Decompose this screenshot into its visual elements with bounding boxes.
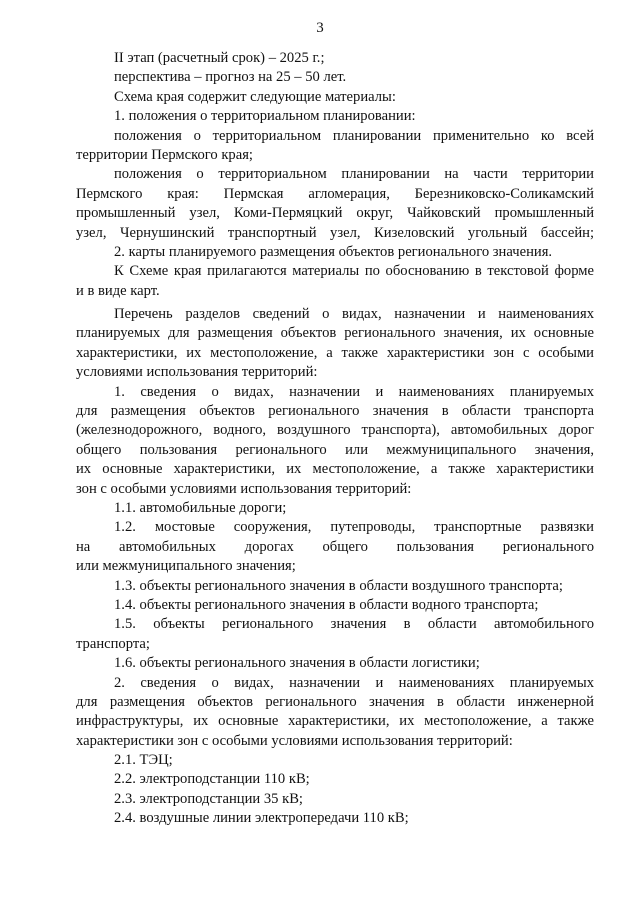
text-line: перспектива – прогноз на 25 – 50 лет. [114, 69, 347, 86]
text-line: зон с особыми условиями использования территорий: [76, 480, 412, 497]
text-line: инфраструктуры, их основные характеристики, их местоположение, а также [76, 713, 594, 730]
text-line: характеристики зон с особыми условиями использования территорий: [76, 732, 513, 749]
document-body [76, 49, 594, 829]
text-line: характеристики, их местоположение, а также характеристики зон с особыми [76, 344, 594, 361]
text-line: и в виде карт. [76, 282, 160, 299]
text-line: узел, Чернушинский транспортный узел, Кизеловский угольный бассейн; [76, 224, 594, 241]
text-line: на автомобильных дорогах общего пользования регионального [76, 538, 594, 555]
text-line: 1.3. объекты регионального значения в области воздушного транспорта; [114, 577, 563, 594]
page-number: 3 [316, 20, 324, 36]
text-line: 2. карты планируемого размещения объектов регионального значения. [114, 243, 553, 260]
text-line: для размещения объектов регионального значения в области инженерной [76, 693, 594, 710]
text-line: промышленный узел, Коми-Пермяцкий округ, Чайковский промышленный [76, 205, 594, 222]
text-line: планируемых для размещения объектов регионального значения, их основные [76, 325, 594, 342]
text-line: транспорта; [76, 635, 150, 652]
text-line: для размещения объектов регионального значения в области транспорта [76, 403, 594, 420]
text-line: 2.4. воздушные линии электропередачи 110 кВ; [114, 810, 409, 827]
text-line: 1.2. мостовые сооружения, путепроводы, транспортные развязки [114, 519, 594, 536]
text-line: территории Пермского края; [76, 146, 253, 163]
text-line: (железнодорожного, водного, воздушного транспорта), автомобильных дорог [76, 422, 594, 439]
text-line: 1.5. объекты регионального значения в области автомобильного [114, 616, 594, 633]
text-line: общего пользования регионального или межмуниципального значения, [76, 441, 594, 458]
text-line: 2.1. ТЭЦ; [114, 752, 173, 769]
text-line: их основные характеристики, их местоположение, а также характеристики [76, 461, 594, 478]
text-line: 1.1. автомобильные дороги; [114, 499, 287, 516]
text-line: К Схеме края прилагаются материалы по обоснованию в текстовой форме [114, 263, 594, 280]
text-line: II этап (расчетный срок) – 2025 г.; [114, 50, 325, 66]
text-line: Пермского края: Пермская агломерация, Березниковско-Соликамский [76, 185, 594, 202]
text-line: 1.6. объекты регионального значения в области логистики; [114, 655, 480, 672]
text-line: Схема края содержит следующие материалы: [114, 88, 396, 105]
text-line: Перечень разделов сведений о видах, назначении и наименованиях [114, 306, 594, 323]
text-line: 2.2. электроподстанции 110 кВ; [114, 771, 310, 788]
text-line: положения о территориальном планировании применительно ко всей [114, 127, 594, 144]
text-line: положения о территориальном планировании на части территории [114, 166, 594, 183]
text-line: условиями использования территорий: [76, 364, 318, 381]
text-line: 1. сведения о видах, назначении и наименованиях планируемых [114, 383, 594, 400]
text-line: 2.3. электроподстанции 35 кВ; [114, 790, 303, 807]
text-line: или межмуниципального значения; [76, 558, 296, 575]
text-line: 1.4. объекты регионального значения в области водного транспорта; [114, 596, 539, 613]
text-line: 2. сведения о видах, назначении и наименованиях планируемых [114, 674, 594, 691]
text-line: 1. положения о территориальном планировании: [114, 108, 416, 125]
